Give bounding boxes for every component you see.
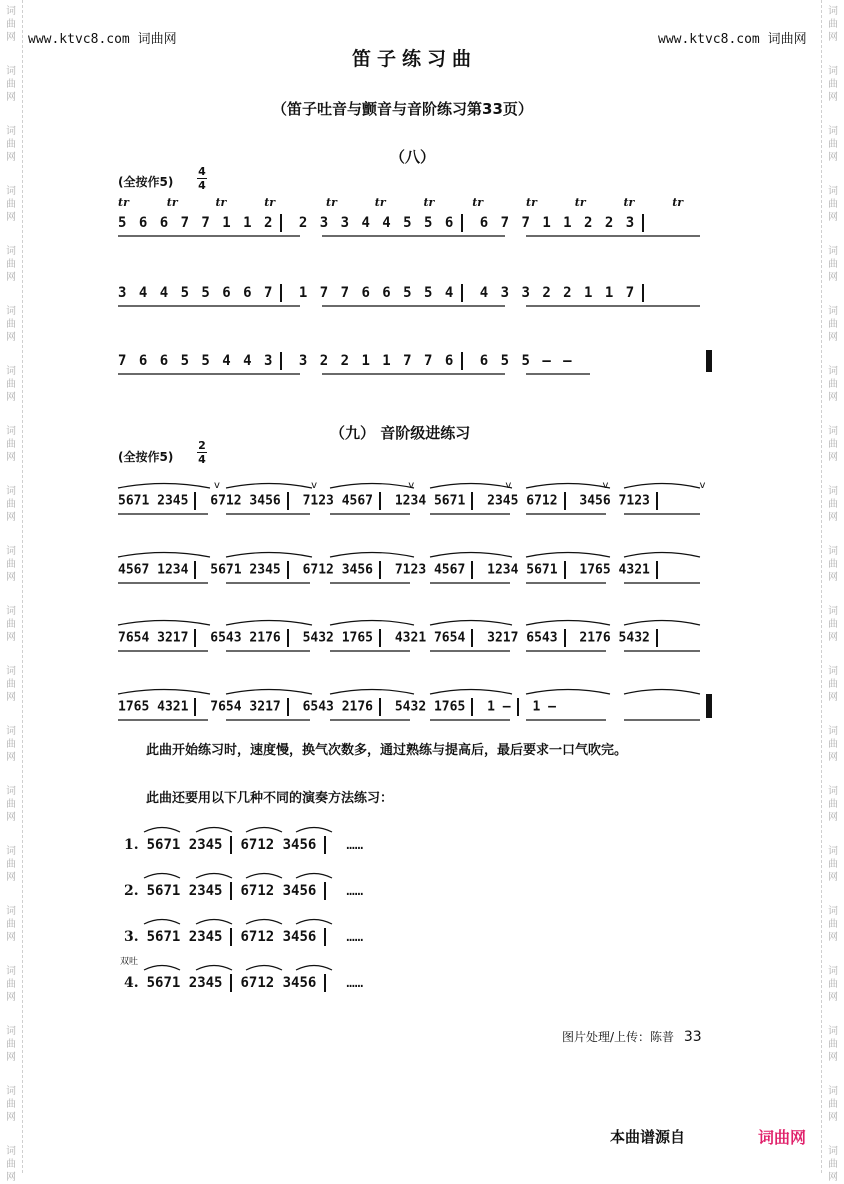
trill-mark: tr [374, 196, 386, 209]
measure: 5432 1765 [302, 630, 374, 646]
watermark-glyph: 词 [828, 486, 838, 497]
watermark-glyph: 词 [828, 186, 838, 197]
measure: 3 4 4 5 5 6 6 7 [118, 285, 275, 301]
measure: 4 3 3 2 2 1 1 7 [479, 285, 637, 301]
measure: 7123 4567 [302, 493, 374, 509]
example-label: 4. [124, 975, 139, 991]
watermark-glyph: 曲 [6, 739, 16, 750]
trill-mark: tr [264, 196, 276, 209]
watermark-glyph: 曲 [828, 739, 838, 750]
double-tongue-label: 双吐 [120, 957, 139, 967]
watermark-glyph: 网 [6, 752, 16, 763]
measure: 5432 1765 [394, 699, 466, 715]
watermark-glyph: 曲 [828, 979, 838, 990]
watermark-glyph: 曲 [828, 259, 838, 270]
watermark-glyph: 网 [6, 512, 16, 523]
watermark-glyph: 词 [828, 726, 838, 737]
slur [624, 621, 700, 626]
slur [430, 621, 512, 626]
watermark-glyph: 词 [6, 606, 16, 617]
slur [246, 874, 282, 879]
watermark-glyph: 网 [6, 272, 16, 283]
watermark-glyph: 曲 [6, 679, 16, 690]
slur [246, 966, 282, 971]
measure: 6712 3456 [210, 493, 281, 509]
watermark-glyph: 曲 [6, 319, 16, 330]
watermark-glyph: 曲 [828, 679, 838, 690]
watermark-glyph: 词 [6, 846, 16, 857]
watermark-glyph: 词 [6, 1026, 16, 1037]
watermark-glyph: 网 [828, 812, 838, 823]
section9-heading: （九） 音阶级进练习 [330, 424, 471, 442]
trill-mark: tr [574, 196, 586, 209]
watermark-glyph: 网 [828, 1172, 838, 1183]
measure: 3217 6543 [487, 630, 558, 646]
trill-mark: tr [423, 196, 435, 209]
watermark-glyph: 词 [828, 366, 838, 377]
example-label: 2. [124, 883, 139, 899]
watermark-glyph: 曲 [828, 139, 838, 150]
watermark-glyph: 网 [6, 1052, 16, 1063]
watermark-glyph: 网 [6, 1172, 16, 1183]
ellipsis: …… [346, 929, 364, 945]
watermark-glyph: 曲 [6, 799, 16, 810]
trill-mark: tr [215, 196, 227, 209]
slur [296, 874, 332, 879]
watermark-glyph: 网 [6, 992, 16, 1003]
slur [430, 484, 512, 489]
watermark-glyph: 网 [6, 872, 16, 883]
slur [226, 484, 312, 489]
watermark-glyph: 词 [828, 906, 838, 917]
watermark-glyph: 网 [6, 692, 16, 703]
slur [144, 828, 180, 833]
slur [196, 966, 232, 971]
slur [296, 920, 332, 925]
example-label: 1. [124, 837, 139, 853]
watermark-glyph: 曲 [6, 259, 16, 270]
measure: 6712 3456 [302, 562, 374, 578]
watermark-glyph: 网 [828, 452, 838, 463]
measure: 7654 3217 [118, 630, 189, 646]
watermark-glyph: 词 [6, 66, 16, 77]
watermark-glyph: 词 [6, 486, 16, 497]
watermark-glyph: 网 [828, 392, 838, 403]
measure: 1765 4321 [118, 699, 189, 715]
watermark-glyph: 曲 [6, 379, 16, 390]
measure: 5 6 6 7 7 1 1 2 [118, 215, 275, 231]
watermark-glyph: 网 [828, 1112, 838, 1123]
example-notes: 6712 3456 [240, 883, 317, 899]
watermark-glyph: 曲 [6, 19, 16, 30]
trill-mark: tr [472, 196, 484, 209]
watermark-glyph: 词 [828, 786, 838, 797]
measure: 5671 2345 [118, 493, 189, 509]
ellipsis: …… [346, 837, 364, 853]
instruction-paragraph-2: 此曲还要用以下几种不同的演奏方法练习： [146, 791, 394, 806]
slur [526, 690, 610, 695]
slur [226, 690, 312, 695]
ellipsis: …… [346, 975, 364, 991]
watermark-glyph: 词 [828, 1026, 838, 1037]
measure: 6543 2176 [302, 699, 374, 715]
time-sig-top: 4 [198, 165, 206, 178]
measure: 4567 1234 [118, 562, 189, 578]
watermark-glyph: 曲 [6, 859, 16, 870]
watermark-glyph: 曲 [828, 379, 838, 390]
page-title: 笛子练习曲 [352, 48, 478, 70]
measure: 3 2 2 1 1 7 7 6 [298, 353, 456, 369]
measure: 6 7 7 1 1 2 2 3 [479, 215, 637, 231]
watermark-glyph: 网 [828, 692, 838, 703]
watermark-glyph: 词 [828, 966, 838, 977]
watermark-glyph: 网 [828, 212, 838, 223]
measure: 1234 5671 [487, 562, 558, 578]
watermark-glyph: 曲 [828, 619, 838, 630]
watermark-glyph: 网 [6, 392, 16, 403]
watermark-glyph: 词 [6, 546, 16, 557]
slur [624, 690, 700, 695]
watermark-glyph: 网 [6, 632, 16, 643]
slur [226, 553, 312, 558]
watermark-glyph: 词 [6, 186, 16, 197]
measure: 6 5 5 – – [479, 353, 574, 369]
watermark-glyph: 网 [828, 872, 838, 883]
slur [296, 828, 332, 833]
watermark-glyph: 曲 [828, 559, 838, 570]
watermark-glyph: 曲 [6, 1159, 16, 1170]
watermark-glyph: 曲 [828, 799, 838, 810]
example-notes: 5671 2345 [146, 975, 223, 991]
section8-heading: （八） [390, 148, 436, 166]
watermark-glyph: 曲 [828, 199, 838, 210]
watermark-glyph: 网 [6, 1112, 16, 1123]
example-notes: 6712 3456 [240, 837, 317, 853]
watermark-glyph: 网 [6, 32, 16, 43]
slur [330, 690, 414, 695]
measure: 7 6 6 5 5 4 4 3 [118, 353, 275, 369]
slur [196, 828, 232, 833]
watermark-glyph: 词 [6, 366, 16, 377]
watermark-glyph: 词 [6, 966, 16, 977]
watermark-glyph: 网 [828, 272, 838, 283]
watermark-glyph: 曲 [6, 439, 16, 450]
slur [526, 553, 610, 558]
slur [118, 553, 210, 558]
watermark-glyph: 词 [828, 246, 838, 257]
trill-mark: tr [118, 196, 129, 209]
watermark-glyph: 词 [828, 426, 838, 437]
watermark-glyph: 曲 [6, 979, 16, 990]
watermark-glyph: 曲 [828, 79, 838, 90]
slur [246, 920, 282, 925]
watermark-glyph: 词 [6, 666, 16, 677]
watermark-glyph: 词 [828, 6, 838, 17]
watermark-glyph: 曲 [828, 1159, 838, 1170]
source-label: 本曲谱源自 [610, 1128, 686, 1146]
watermark-glyph: 词 [6, 426, 16, 437]
watermark-glyph: 曲 [6, 199, 16, 210]
watermark-glyph: 曲 [6, 79, 16, 90]
watermark-glyph: 曲 [6, 499, 16, 510]
example-label: 3. [124, 929, 139, 945]
watermark-glyph: 网 [828, 512, 838, 523]
example-notes: 5671 2345 [146, 837, 223, 853]
watermark-glyph: 词 [6, 726, 16, 737]
watermark-glyph: 词 [6, 1086, 16, 1097]
watermark-glyph: 词 [828, 666, 838, 677]
measure: 1 7 7 6 6 5 5 4 [298, 285, 456, 301]
slur [430, 690, 512, 695]
slur [196, 920, 232, 925]
watermark-glyph: 网 [6, 932, 16, 943]
breath-mark: v [699, 480, 706, 491]
example-notes: 5671 2345 [146, 883, 223, 899]
slur [526, 484, 610, 489]
watermark-glyph: 网 [828, 632, 838, 643]
site-url-right-text: www.ktvc8.com [658, 32, 760, 47]
watermark-glyph: 网 [6, 812, 16, 823]
example-notes: 6712 3456 [240, 975, 317, 991]
slur [144, 966, 180, 971]
site-name-right: 词曲网 [767, 32, 807, 47]
measure: 2 3 3 4 4 5 5 6 [298, 215, 456, 231]
example-notes: 5671 2345 [146, 929, 223, 945]
watermark-glyph: 网 [828, 572, 838, 583]
watermark-glyph: 网 [6, 212, 16, 223]
watermark-glyph: 词 [6, 126, 16, 137]
trill-mark: tr [672, 196, 684, 209]
watermark-glyph: 网 [6, 92, 16, 103]
slur [118, 690, 210, 695]
watermark-glyph: 曲 [828, 499, 838, 510]
site-logo[interactable]: 词曲网 [758, 1128, 807, 1147]
measure: 5671 2345 [210, 562, 281, 578]
watermark-glyph: 曲 [828, 1099, 838, 1110]
watermark-glyph: 曲 [828, 439, 838, 450]
watermark-glyph: 网 [6, 332, 16, 343]
measure: 1234 5671 [394, 493, 466, 509]
measure: 1 – [532, 699, 556, 715]
slur [144, 874, 180, 879]
measure: 3456 7123 [579, 493, 650, 509]
trill-mark: tr [623, 196, 635, 209]
watermark-glyph: 词 [828, 846, 838, 857]
slur [430, 553, 512, 558]
watermark-glyph: 曲 [6, 139, 16, 150]
ellipsis: …… [346, 883, 364, 899]
time-sig-bottom: 4 [198, 453, 206, 466]
watermark-glyph: 网 [828, 1052, 838, 1063]
watermark-glyph: 网 [828, 152, 838, 163]
watermark-glyph: 网 [6, 152, 16, 163]
watermark-glyph: 网 [6, 452, 16, 463]
slur [226, 621, 312, 626]
trill-mark: tr [526, 196, 537, 209]
breath-mark: v [214, 480, 220, 491]
breath-mark: v [408, 480, 415, 491]
watermark-glyph: 词 [828, 606, 838, 617]
trill-mark: tr [166, 196, 178, 209]
trill-mark: tr [326, 196, 337, 209]
watermark-glyph: 网 [828, 332, 838, 343]
watermark-glyph: 词 [828, 1086, 838, 1097]
time-sig-top: 2 [198, 439, 206, 452]
watermark-glyph: 网 [828, 932, 838, 943]
watermark-glyph: 曲 [6, 919, 16, 930]
watermark-glyph: 词 [6, 246, 16, 257]
breath-mark: v [311, 480, 318, 491]
watermark-glyph: 词 [828, 126, 838, 137]
measure: 6543 2176 [210, 630, 281, 646]
section9-fingering: (全按作5) [118, 450, 174, 464]
slur [624, 553, 700, 558]
watermark-glyph: 网 [828, 992, 838, 1003]
watermark-glyph: 词 [828, 306, 838, 317]
breath-mark: v [602, 480, 609, 491]
site-url-left-text: www.ktvc8.com [28, 32, 130, 47]
slur [196, 874, 232, 879]
watermark-glyph: 词 [6, 306, 16, 317]
slur [330, 553, 414, 558]
watermark-glyph: 网 [6, 572, 16, 583]
watermark-glyph: 词 [828, 66, 838, 77]
watermark-glyph: 词 [828, 546, 838, 557]
watermark-glyph: 词 [6, 6, 16, 17]
slur [118, 621, 210, 626]
measure: 2176 5432 [579, 630, 650, 646]
measure: 7654 3217 [210, 699, 281, 715]
watermark-glyph: 曲 [828, 859, 838, 870]
watermark-glyph: 曲 [6, 1039, 16, 1050]
watermark-glyph: 网 [828, 752, 838, 763]
slur [624, 484, 700, 489]
page-number: 33 [683, 1029, 702, 1045]
watermark-glyph: 曲 [828, 919, 838, 930]
page-subtitle: （笛子吐音与颤音与音阶练习第33页） [272, 100, 533, 118]
measure: 7123 4567 [394, 562, 466, 578]
time-sig-bottom: 4 [198, 179, 206, 192]
watermark-glyph: 曲 [828, 19, 838, 30]
watermark-glyph: 曲 [6, 559, 16, 570]
watermark-glyph: 曲 [6, 619, 16, 630]
slur [246, 828, 282, 833]
watermark-glyph: 词 [6, 1146, 16, 1157]
example-notes: 6712 3456 [240, 929, 317, 945]
watermark-glyph: 曲 [828, 1039, 838, 1050]
footer-credit: 图片处理/上传：陈普 [562, 1030, 675, 1044]
breath-mark: v [505, 480, 512, 491]
slur [526, 621, 610, 626]
section8-fingering: (全按作5) [118, 175, 174, 189]
watermark-glyph: 词 [6, 906, 16, 917]
slur [296, 966, 332, 971]
watermark-glyph: 词 [828, 1146, 838, 1157]
watermark-glyph: 网 [828, 32, 838, 43]
site-name-left: 词曲网 [137, 32, 177, 47]
measure: 1765 4321 [579, 562, 650, 578]
measure: 4321 7654 [394, 630, 466, 646]
slur [144, 920, 180, 925]
slur [330, 621, 414, 626]
slur [330, 484, 414, 489]
watermark-glyph: 曲 [828, 319, 838, 330]
slur [118, 484, 210, 489]
watermark-glyph: 网 [828, 92, 838, 103]
instruction-paragraph-1: 此曲开始练习时，速度慢，换气次数多，通过熟练与提高后，最后要求一口气吹完。 [146, 743, 628, 758]
watermark-glyph: 词 [6, 786, 16, 797]
watermark-glyph: 曲 [6, 1099, 16, 1110]
measure: 2345 6712 [487, 493, 558, 509]
measure: 1 – [487, 699, 511, 715]
